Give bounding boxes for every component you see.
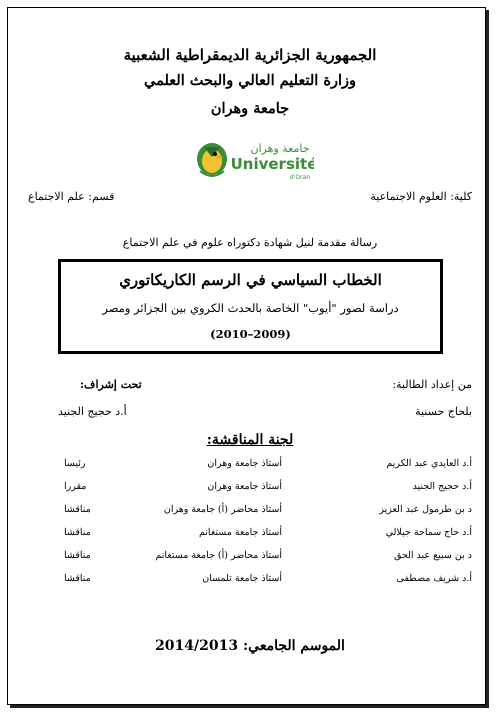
member-role: مناقشا (64, 550, 91, 561)
title-box (58, 259, 443, 354)
member-position: أستاذ محاضر (أ) جامعة مستغانم (155, 550, 282, 561)
university-heading: جامعة وهران (210, 100, 290, 117)
member-name: أ.د حاج سماحة جيلالي (385, 527, 472, 538)
member-position: أستاذ جامعة تلمسان (202, 573, 282, 584)
committee-row (28, 481, 472, 504)
committee-heading-text: لجنة المناقشة: (206, 432, 294, 448)
ministry-heading: وزارة التعليم العالي والبحث العلمي (144, 72, 356, 89)
logo-latin-sub: d'Oran (289, 174, 311, 181)
academic-season: الموسم الجامعي: 2014/2013 (155, 638, 345, 654)
bird-icon (197, 143, 227, 176)
committee-heading (0, 432, 500, 448)
member-name: أ.د العايدي عبد الكريم (386, 458, 472, 469)
member-position: أستاذ جامعة مستغانم (198, 527, 282, 538)
member-name: أ.د شريف مصطفى (396, 573, 472, 584)
member-role: مناقشا (64, 527, 91, 538)
thesis-note: رسالة مقدمة لنيل شهادة دكتوراه علوم في علم الاجتماع (122, 236, 378, 249)
committee-row (28, 550, 472, 573)
member-role: رئيسا (64, 458, 86, 469)
committee-row (28, 458, 472, 481)
committee-row (28, 573, 472, 596)
member-position: أستاذ محاضر (أ) جامعة وهران (163, 504, 282, 515)
thesis-years: (2009–2010) (210, 327, 291, 341)
thesis-subtitle: دراسة لصور "أيوب" الخاصة بالحدث الكروي بين الجزائر ومصر (102, 301, 399, 315)
committee-row (28, 527, 472, 550)
supervisor-label: تحت إشراف: (80, 378, 142, 391)
member-position: أستاذ جامعة وهران (207, 458, 282, 469)
member-role: مناقشا (64, 573, 91, 584)
thesis-title: الخطاب السياسي في الرسم الكاريكاتوري (119, 271, 382, 289)
university-logo (190, 137, 314, 183)
supervisor-name: أ.د حجيج الجنيد (58, 405, 127, 418)
faculty-label: كلية: العلوم الاجتماعية (370, 190, 472, 203)
logo-arabic-text: جامعة وهران (250, 142, 310, 155)
student-name: بلحاج حسنية (415, 405, 472, 418)
member-role: مقررا (64, 481, 87, 492)
member-position: أستاذ جامعة وهران (207, 481, 282, 492)
member-role: مناقشا (64, 504, 91, 515)
committee-list (28, 458, 472, 596)
department-label: قسم: علم الاجتماع (28, 190, 115, 203)
prepared-by-label: من إعداد الطالبة: (392, 378, 472, 391)
member-name: د بن سبيع عبد الحق (393, 550, 472, 561)
republic-heading: الجمهورية الجزائرية الديمقراطية الشعبية (123, 46, 377, 64)
member-name: د بن طرمول عبد العزيز (379, 504, 472, 515)
committee-row (28, 504, 472, 527)
member-name: أ.د حجيج الجنيد (412, 481, 472, 492)
logo-latin-text: Université (230, 155, 314, 173)
